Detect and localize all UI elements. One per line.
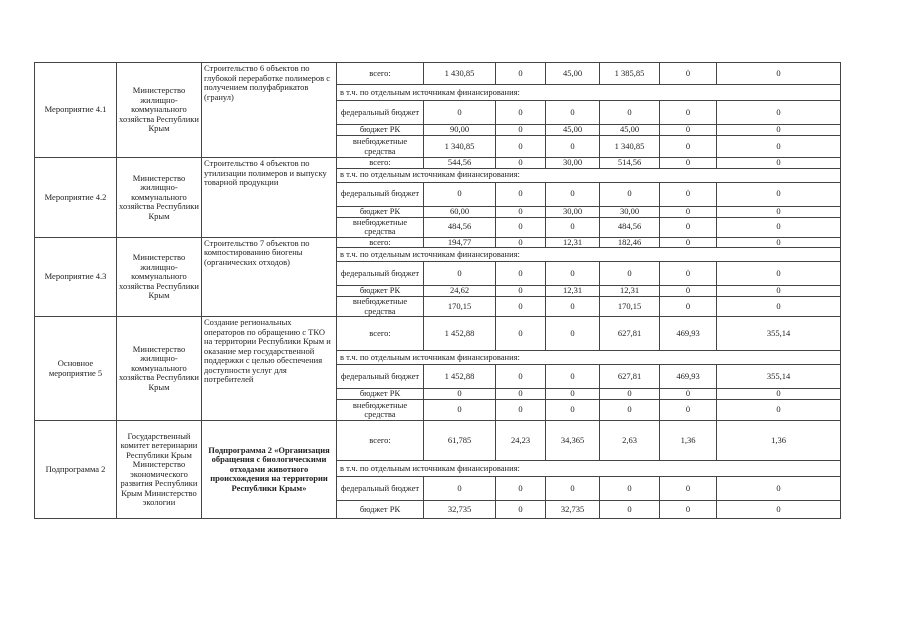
total-value: 0 — [660, 63, 717, 85]
source-value: 0 — [717, 101, 841, 125]
total-value: 1 452,88 — [424, 317, 496, 351]
total-value: 1,36 — [660, 421, 717, 461]
block-name: Мероприятие 4.2 — [35, 158, 117, 238]
source-value: 0 — [496, 206, 546, 217]
total-label: всего: — [337, 421, 424, 461]
sources-label: в т.ч. по отдельным источникам финансирования: — [337, 85, 841, 101]
source-value: 0 — [424, 262, 496, 286]
total-value: 30,00 — [546, 158, 600, 169]
total-value: 24,23 — [496, 421, 546, 461]
source-value: 0 — [717, 286, 841, 297]
source-value: 0 — [717, 297, 841, 317]
total-value: 0 — [496, 63, 546, 85]
source-value: 0 — [496, 286, 546, 297]
source-value: 0 — [660, 262, 717, 286]
source-value: 0 — [600, 400, 660, 421]
source-value: 0 — [496, 501, 546, 519]
source-value: 0 — [660, 400, 717, 421]
total-label: всего: — [337, 63, 424, 85]
source-label: бюджет РК — [337, 501, 424, 519]
sources-label: в т.ч. по отдельным источникам финансирования: — [337, 461, 841, 477]
total-label: всего: — [337, 237, 424, 248]
total-value: 514,56 — [600, 158, 660, 169]
total-value: 0 — [717, 237, 841, 248]
source-value: 0 — [496, 101, 546, 125]
source-value: 30,00 — [600, 206, 660, 217]
source-value: 45,00 — [600, 125, 660, 136]
source-value: 0 — [600, 389, 660, 400]
total-value: 0 — [717, 158, 841, 169]
source-value: 0 — [496, 297, 546, 317]
block-name: Основное мероприятие 5 — [35, 317, 117, 421]
total-label: всего: — [337, 317, 424, 351]
source-value: 469,93 — [660, 365, 717, 389]
source-label: федеральный бюджет — [337, 477, 424, 501]
block-name: Мероприятие 4.3 — [35, 237, 117, 317]
total-value: 469,93 — [660, 317, 717, 351]
source-value: 0 — [600, 477, 660, 501]
source-value: 0 — [600, 101, 660, 125]
source-value: 0 — [660, 389, 717, 400]
source-value: 1 452,88 — [424, 365, 496, 389]
block-description: Строительство 6 объектов по глубокой переработке полимеров с получением полуфабрикатов (гранул) — [202, 63, 337, 158]
source-value: 90,00 — [424, 125, 496, 136]
block-total-row — [35, 158, 841, 169]
source-value: 0 — [546, 297, 600, 317]
source-value: 0 — [424, 477, 496, 501]
total-value: 0 — [496, 317, 546, 351]
total-value: 34,365 — [546, 421, 600, 461]
source-value: 484,56 — [424, 217, 496, 237]
source-value: 0 — [600, 182, 660, 206]
source-value: 0 — [496, 262, 546, 286]
sources-label: в т.ч. по отдельным источникам финансирования: — [337, 168, 841, 182]
source-value: 0 — [717, 400, 841, 421]
source-value: 355,14 — [717, 365, 841, 389]
source-value: 0 — [424, 400, 496, 421]
source-value: 12,31 — [600, 286, 660, 297]
block-total-row — [35, 421, 841, 461]
source-value: 0 — [717, 217, 841, 237]
block-name: Подпрограмма 2 — [35, 421, 117, 519]
source-value: 0 — [660, 297, 717, 317]
source-value: 0 — [717, 389, 841, 400]
block-executor: Министерство жилищно-коммунального хозяйства Республики Крым — [117, 158, 202, 238]
source-value: 0 — [496, 477, 546, 501]
source-value: 0 — [660, 477, 717, 501]
total-value: 627,81 — [600, 317, 660, 351]
total-value: 45,00 — [546, 63, 600, 85]
source-value: 484,56 — [600, 217, 660, 237]
block-executor: Государственный комитет ветеринарии Республики Крым Министерство экономического развития Республики Крым Министерство экологии — [117, 421, 202, 519]
total-value: 0 — [660, 237, 717, 248]
source-label: федеральный бюджет — [337, 182, 424, 206]
source-label: федеральный бюджет — [337, 365, 424, 389]
source-value: 0 — [717, 262, 841, 286]
source-value: 0 — [496, 182, 546, 206]
source-label: федеральный бюджет — [337, 101, 424, 125]
block-total-row — [35, 237, 841, 248]
block-executor: Министерство жилищно-коммунального хозяйства Республики Крым — [117, 237, 202, 317]
total-value: 0 — [496, 158, 546, 169]
source-label: бюджет РК — [337, 206, 424, 217]
source-value: 60,00 — [424, 206, 496, 217]
source-value: 32,735 — [546, 501, 600, 519]
source-value: 24,62 — [424, 286, 496, 297]
source-value: 45,00 — [546, 125, 600, 136]
source-value: 0 — [660, 501, 717, 519]
block-description: Подпрограмма 2 «Организация обращения с биологическими отходами животного происхождения на территории Республики Крым» — [202, 421, 337, 519]
source-label: бюджет РК — [337, 125, 424, 136]
total-value: 0 — [717, 63, 841, 85]
total-value: 0 — [496, 237, 546, 248]
source-value: 0 — [496, 217, 546, 237]
block-total-row — [35, 63, 841, 85]
source-value: 0 — [424, 389, 496, 400]
source-label: внебюджетные средства — [337, 297, 424, 317]
source-value: 0 — [717, 182, 841, 206]
source-value: 0 — [546, 262, 600, 286]
total-value: 182,46 — [600, 237, 660, 248]
source-value: 0 — [717, 136, 841, 158]
source-value: 0 — [546, 136, 600, 158]
total-value: 355,14 — [717, 317, 841, 351]
source-value: 0 — [496, 136, 546, 158]
total-value: 61,785 — [424, 421, 496, 461]
total-value: 0 — [546, 317, 600, 351]
source-value: 0 — [496, 365, 546, 389]
block-description: Строительство 7 объектов по компостированию биогены (органических отходов) — [202, 237, 337, 317]
source-value: 0 — [496, 389, 546, 400]
source-value: 0 — [600, 262, 660, 286]
total-value: 0 — [660, 158, 717, 169]
source-value: 170,15 — [424, 297, 496, 317]
source-value: 0 — [424, 182, 496, 206]
source-value: 0 — [660, 286, 717, 297]
source-value: 0 — [660, 206, 717, 217]
source-label: внебюджетные средства — [337, 136, 424, 158]
total-value: 1,36 — [717, 421, 841, 461]
document-sheet — [34, 62, 840, 519]
funding-table-body — [35, 63, 841, 519]
total-value: 12,31 — [546, 237, 600, 248]
source-value: 0 — [546, 217, 600, 237]
source-value: 0 — [660, 101, 717, 125]
source-value: 627,81 — [600, 365, 660, 389]
block-description: Строительство 4 объектов по утилизации полимеров и выпуску товарной продукции — [202, 158, 337, 238]
block-name: Мероприятие 4.1 — [35, 63, 117, 158]
source-value: 0 — [717, 477, 841, 501]
source-value: 170,15 — [600, 297, 660, 317]
total-value: 194,77 — [424, 237, 496, 248]
source-label: внебюджетные средства — [337, 400, 424, 421]
funding-table — [34, 62, 841, 519]
total-label: всего: — [337, 158, 424, 169]
source-value: 0 — [546, 182, 600, 206]
source-value: 0 — [546, 400, 600, 421]
source-label: бюджет РК — [337, 286, 424, 297]
source-value: 1 340,85 — [600, 136, 660, 158]
source-label: федеральный бюджет — [337, 262, 424, 286]
source-value: 0 — [600, 501, 660, 519]
sources-label: в т.ч. по отдельным источникам финансирования: — [337, 248, 841, 262]
block-executor: Министерство жилищно-коммунального хозяйства Республики Крым — [117, 63, 202, 158]
source-value: 0 — [546, 389, 600, 400]
source-value: 0 — [660, 182, 717, 206]
source-value: 0 — [546, 101, 600, 125]
source-value: 0 — [717, 125, 841, 136]
source-value: 12,31 — [546, 286, 600, 297]
source-value: 0 — [496, 400, 546, 421]
source-value: 0 — [660, 217, 717, 237]
total-value: 2,63 — [600, 421, 660, 461]
source-value: 1 340,85 — [424, 136, 496, 158]
source-value: 0 — [717, 501, 841, 519]
block-description: Создание региональных операторов по обращению с ТКО на территории Республики Крым и оказание мер государственной поддержки с целью обеспечения доступности услуг для потребителей — [202, 317, 337, 421]
source-value: 0 — [660, 125, 717, 136]
source-value: 0 — [424, 101, 496, 125]
total-value: 1 385,85 — [600, 63, 660, 85]
source-value: 32,735 — [424, 501, 496, 519]
block-executor: Министерство жилищно-коммунального хозяйства Республики Крым — [117, 317, 202, 421]
source-value: 30,00 — [546, 206, 600, 217]
source-label: внебюджетные средства — [337, 217, 424, 237]
sources-label: в т.ч. по отдельным источникам финансирования: — [337, 351, 841, 365]
total-value: 544,56 — [424, 158, 496, 169]
source-label: бюджет РК — [337, 389, 424, 400]
total-value: 1 430,85 — [424, 63, 496, 85]
source-value: 0 — [496, 125, 546, 136]
source-value: 0 — [660, 136, 717, 158]
block-total-row — [35, 317, 841, 351]
source-value: 0 — [546, 365, 600, 389]
source-value: 0 — [717, 206, 841, 217]
source-value: 0 — [546, 477, 600, 501]
